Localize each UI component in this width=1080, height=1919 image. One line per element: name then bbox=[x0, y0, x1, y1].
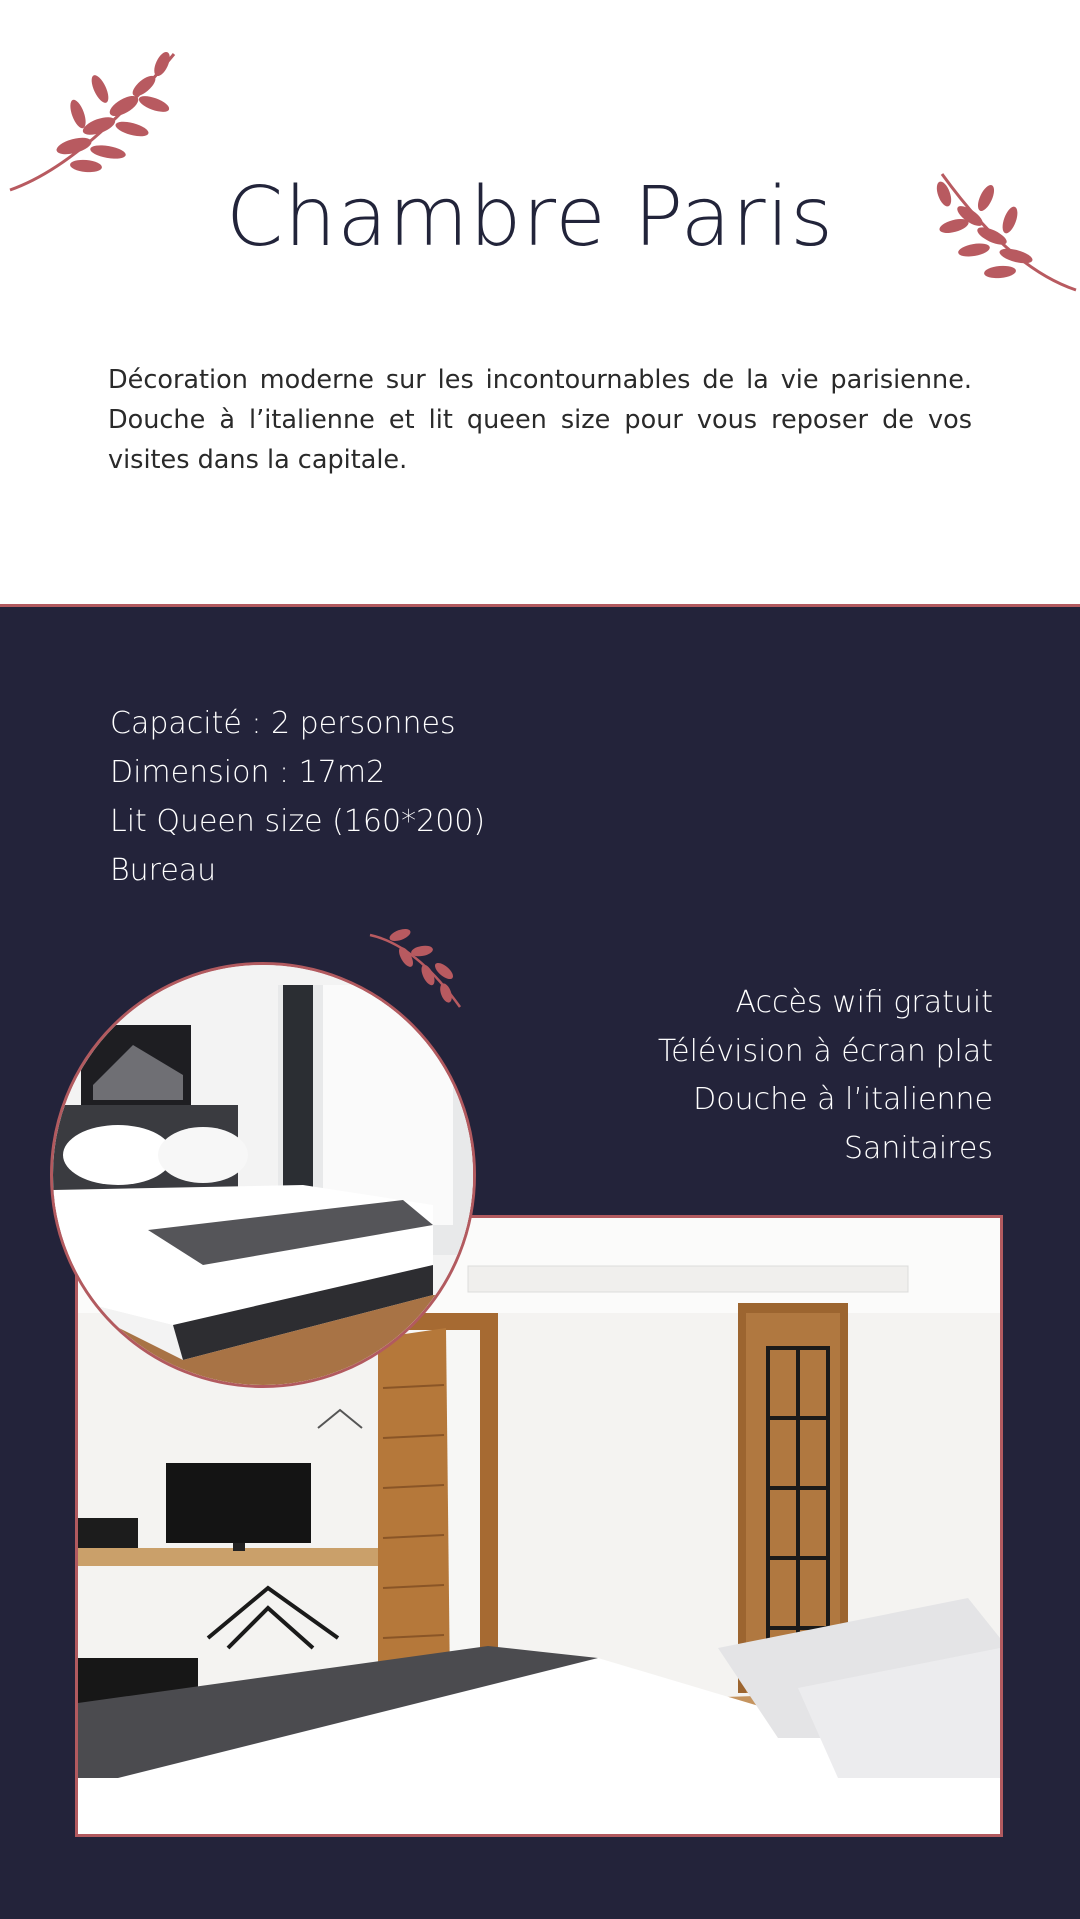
spec-item: Lit Queen size (160*200) bbox=[110, 804, 486, 839]
room-specs-list bbox=[110, 699, 485, 895]
amenity-item: Accès wifi gratuit bbox=[735, 985, 993, 1020]
room-photo-round bbox=[50, 962, 476, 1388]
amenities-list bbox=[658, 979, 993, 1173]
spec-item: Bureau bbox=[110, 853, 217, 888]
page-title: Chambre Paris bbox=[225, 170, 835, 265]
details-section bbox=[0, 604, 1080, 1919]
spec-item: Capacité : 2 personnes bbox=[110, 706, 456, 741]
header-section bbox=[0, 0, 1080, 604]
spec-item: Dimension : 17m2 bbox=[110, 755, 386, 790]
room-description: Décoration moderne sur les incontournables de la vie parisienne. Douche à l’italienne et lit queen size pour vous reposer de vos visites dans la capitale. bbox=[108, 365, 972, 475]
amenity-item: Sanitaires bbox=[843, 1130, 993, 1166]
amenity-item: Douche à l’italienne bbox=[693, 1082, 993, 1117]
amenity-item: Télévision à écran plat bbox=[657, 1033, 993, 1069]
